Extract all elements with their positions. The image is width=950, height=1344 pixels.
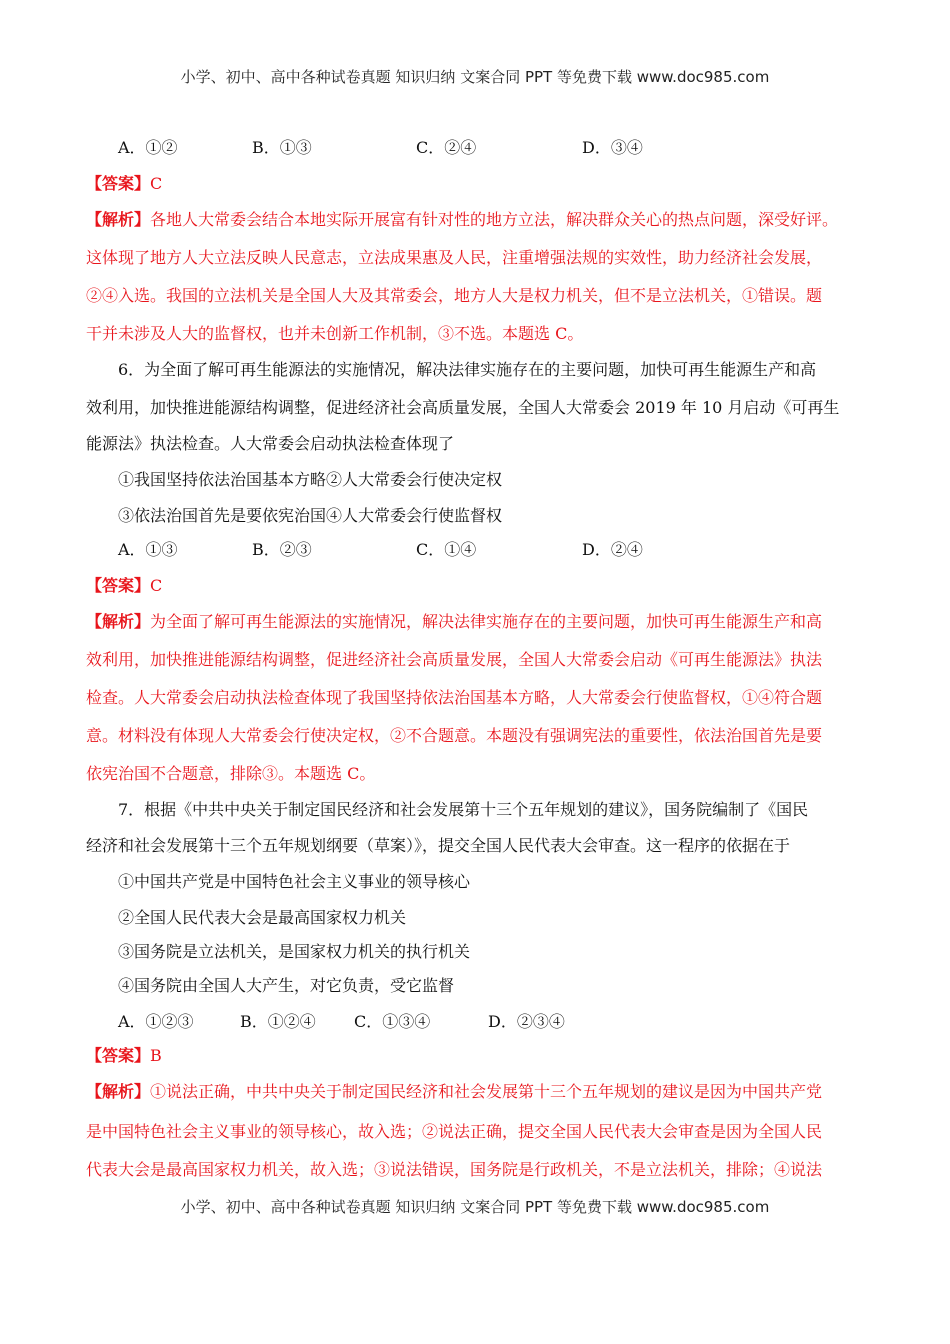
q5-analysis-line: 干并未涉及人大的监督权，也并未创新工作机制，③不选。本题选 C。	[86, 324, 584, 343]
q5-option-d: D．③④	[582, 138, 643, 157]
q5-option-b: B．①③	[252, 138, 312, 157]
q5-analysis-line: ②④入选。我国的立法机关是全国人大及其常委会，地方人大是权力机关，但不是立法机关，①错误。题	[86, 286, 823, 305]
q7-analysis-line: 【解析】①说法正确，中共中央关于制定国民经济和社会发展第十三个五年规划的建议是因为中国共产党	[86, 1082, 823, 1101]
footer-banner: 小学、初中、高中各种试卷真题 知识归纳 文案合同 PPT 等免费下载 www.doc985.com	[180, 1198, 770, 1216]
q6-analysis-line: 检查。人大常委会启动执法检查体现了我国坚持依法治国基本方略，人大常委会行使监督权，①④符合题	[86, 688, 823, 707]
q5-analysis-line: 【解析】各地人大常委会结合本地实际开展富有针对性的地方立法，解决群众关心的热点问题，深受好评。	[86, 210, 839, 229]
q6-option-b: B．②③	[252, 540, 312, 559]
q7-option-c: C．①③④	[354, 1012, 431, 1031]
q6-stem-line: 能源法》执法检查。人大常委会启动执法检查体现了	[86, 434, 455, 453]
q6-option-a: A．①③	[118, 540, 178, 559]
q6-analysis-line: 依宪治国不合题意，排除③。本题选 C。	[86, 764, 376, 783]
analysis-tag: 【解析】	[86, 210, 151, 229]
answer-value: B	[150, 1046, 162, 1065]
q7-option-b: B．①②④	[240, 1012, 316, 1031]
q6-stem-line: 效利用，加快推进能源结构调整，促进经济社会高质量发展，全国人大常委会 2019 年 10 月启动《可再生	[86, 398, 840, 417]
q7-stem-line: 经济和社会发展第十三个五年规划纲要（草案）》，提交全国人民代表大会审查。这一程序的依据在于	[86, 836, 791, 855]
q6-statement: ①我国坚持依法治国基本方略②人大常委会行使决定权	[118, 470, 503, 489]
answer-tag: 【答案】	[86, 174, 151, 193]
q7-option-d: D．②③④	[488, 1012, 565, 1031]
header-banner: 小学、初中、高中各种试卷真题 知识归纳 文案合同 PPT 等免费下载 www.doc985.com	[180, 68, 770, 86]
q7-option-a: A．①②③	[118, 1012, 194, 1031]
answer-value: C	[150, 174, 163, 193]
q6-option-d: D．②④	[582, 540, 643, 559]
q7-answer	[86, 1046, 162, 1066]
answer-value: C	[150, 576, 163, 595]
q5-analysis-line: 这体现了地方人大立法反映人民意志，立法成果惠及人民，注重增强法规的实效性，助力经济社会发展，	[86, 248, 823, 267]
q6-analysis-line: 效利用，加快推进能源结构调整，促进经济社会高质量发展，全国人大常委会启动《可再生能源法》执法	[86, 650, 823, 669]
q7-statement: ④国务院由全国人大产生，对它负责，受它监督	[118, 976, 455, 995]
q7-stem-line: 7．根据《中共中央关于制定国民经济和社会发展第十三个五年规划的建议》，国务院编制了《国民	[118, 800, 809, 819]
q5-option-c: C．②④	[416, 138, 477, 157]
q6-answer	[86, 576, 162, 596]
q6-analysis-line: 意。材料没有体现人大常委会行使决定权，②不合题意。本题没有强调宪法的重要性，依法治国首先是要	[86, 726, 823, 745]
q7-statement: ②全国人民代表大会是最高国家权力机关	[118, 908, 407, 927]
q6-statement: ③依法治国首先是要依宪治国④人大常委会行使监督权	[118, 506, 503, 525]
q6-analysis-line: 【解析】为全面了解可再生能源法的实施情况，解决法律实施存在的主要问题，加快可再生能源生产和高	[86, 612, 823, 631]
q5-answer	[86, 174, 162, 194]
q7-analysis-line: 代表大会是最高国家权力机关，故入选；③说法错误，国务院是行政机关，不是立法机关，排除；④说法	[86, 1160, 823, 1179]
answer-tag: 【答案】	[86, 576, 151, 595]
analysis-tag: 【解析】	[86, 1082, 151, 1101]
analysis-tag: 【解析】	[86, 612, 151, 631]
q7-statement: ③国务院是立法机关，是国家权力机关的执行机关	[118, 942, 471, 961]
answer-tag: 【答案】	[86, 1046, 151, 1065]
q5-option-a: A．①②	[118, 138, 178, 157]
q6-option-c: C．①④	[416, 540, 477, 559]
q7-statement: ①中国共产党是中国特色社会主义事业的领导核心	[118, 872, 471, 891]
q7-analysis-line: 是中国特色社会主义事业的领导核心，故入选；②说法正确，提交全国人民代表大会审查是因为全国人民	[86, 1122, 823, 1141]
q6-stem-line: 6．为全面了解可再生能源法的实施情况，解决法律实施存在的主要问题，加快可再生能源生产和高	[118, 360, 817, 379]
